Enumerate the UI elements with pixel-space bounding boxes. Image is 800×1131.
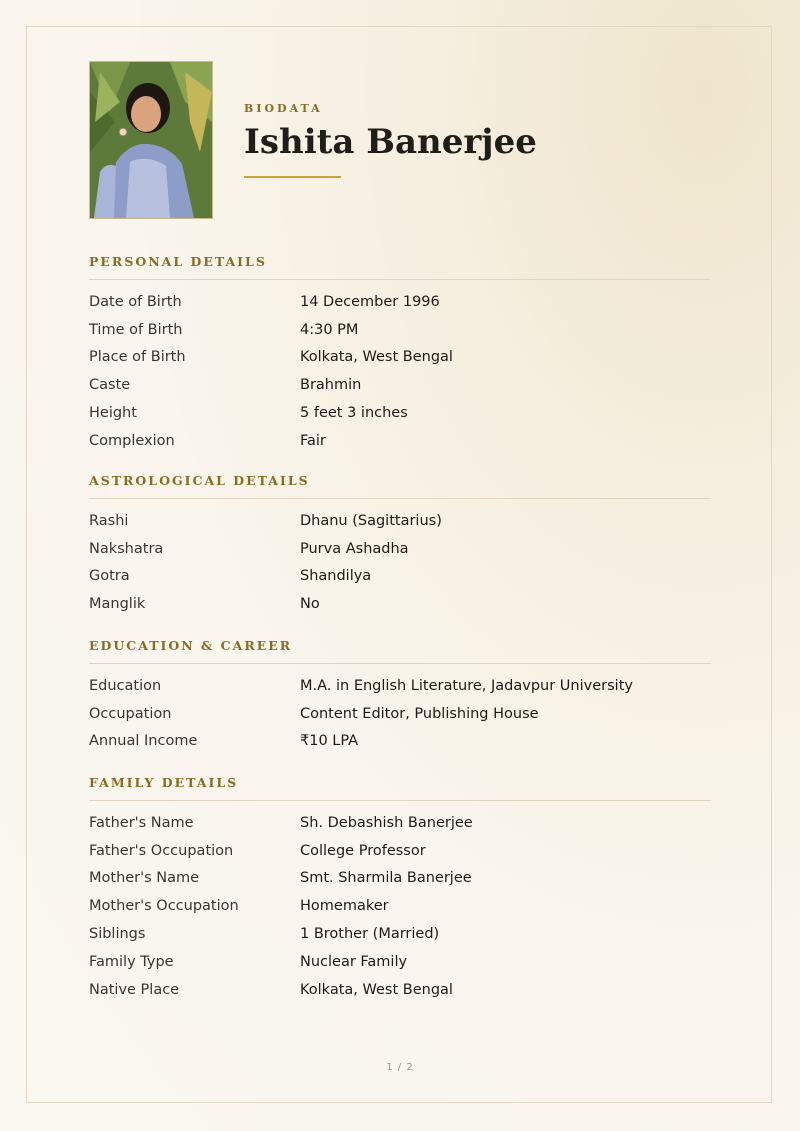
detail-row xyxy=(89,563,711,591)
detail-row xyxy=(89,892,711,920)
detail-row xyxy=(89,976,711,1004)
detail-value: 1 Brother (Married) xyxy=(300,926,440,943)
detail-value: ₹10 LPA xyxy=(300,733,359,750)
detail-label: Nakshatra xyxy=(89,540,164,557)
detail-value: Kolkata, West Bengal xyxy=(300,349,453,366)
detail-label: Native Place xyxy=(89,981,180,998)
detail-label: Rashi xyxy=(89,512,129,529)
detail-value: 5 feet 3 inches xyxy=(300,405,408,422)
section-title: PERSONAL DETAILS xyxy=(89,254,267,269)
section-divider xyxy=(89,279,711,280)
detail-value: College Professor xyxy=(300,842,426,859)
section-family-details xyxy=(89,774,711,1004)
detail-label: Mother's Occupation xyxy=(89,898,239,915)
detail-value: Homemaker xyxy=(300,898,389,915)
detail-label: Occupation xyxy=(89,705,172,722)
detail-row xyxy=(89,920,711,948)
detail-label: Father's Occupation xyxy=(89,842,234,859)
detail-value: Fair xyxy=(300,432,326,449)
detail-row xyxy=(89,507,711,535)
detail-row xyxy=(89,865,711,893)
section-divider xyxy=(89,800,711,801)
detail-row xyxy=(89,809,711,837)
page-number: 1 / 2 xyxy=(386,1062,414,1073)
section-title: ASTROLOGICAL DETAILS xyxy=(89,473,310,488)
section-divider xyxy=(89,498,711,499)
section-title: FAMILY DETAILS xyxy=(89,775,239,790)
detail-label: Manglik xyxy=(89,596,146,613)
section-divider xyxy=(89,663,711,664)
detail-value: No xyxy=(300,596,320,613)
detail-value: Smt. Sharmila Banerjee xyxy=(300,870,472,887)
detail-value: Kolkata, West Bengal xyxy=(300,981,453,998)
candidate-name: Ishita Banerjee xyxy=(244,122,537,162)
detail-value: Shandilya xyxy=(300,568,372,585)
detail-row xyxy=(89,700,711,728)
document-kicker: BIODATA xyxy=(244,102,323,115)
detail-label: Caste xyxy=(89,377,131,394)
section-title: EDUCATION & CAREER xyxy=(89,638,293,653)
detail-value: Brahmin xyxy=(300,377,362,394)
detail-label: Date of Birth xyxy=(89,293,182,310)
detail-row xyxy=(89,344,711,372)
detail-label: Gotra xyxy=(89,568,130,585)
section-astrological-details xyxy=(89,472,711,618)
detail-row xyxy=(89,948,711,976)
detail-label: Mother's Name xyxy=(89,870,200,887)
detail-value: 4:30 PM xyxy=(300,321,359,338)
section-education-career xyxy=(89,637,711,755)
detail-value: M.A. in English Literature, Jadavpur University xyxy=(300,677,633,694)
detail-row xyxy=(89,288,711,316)
profile-photo xyxy=(89,61,213,219)
detail-row xyxy=(89,728,711,756)
detail-row xyxy=(89,399,711,427)
section-personal-details xyxy=(89,253,711,455)
detail-label: Time of Birth xyxy=(89,321,183,338)
detail-value: Content Editor, Publishing House xyxy=(300,705,539,722)
detail-value: Nuclear Family xyxy=(300,953,408,970)
detail-value: Sh. Debashish Banerjee xyxy=(300,814,473,831)
detail-row xyxy=(89,535,711,563)
detail-label: Family Type xyxy=(89,953,174,970)
detail-value: Purva Ashadha xyxy=(300,540,409,557)
detail-row xyxy=(89,371,711,399)
detail-label: Annual Income xyxy=(89,733,198,750)
name-underline xyxy=(244,176,341,178)
detail-label: Complexion xyxy=(89,432,175,449)
detail-row xyxy=(89,837,711,865)
detail-label: Height xyxy=(89,405,137,422)
detail-row xyxy=(89,316,711,344)
detail-value: Dhanu (Sagittarius) xyxy=(300,512,442,529)
detail-row xyxy=(89,672,711,700)
detail-label: Education xyxy=(89,677,162,694)
detail-label: Siblings xyxy=(89,926,146,943)
detail-value: 14 December 1996 xyxy=(300,293,440,310)
detail-label: Father's Name xyxy=(89,814,194,831)
detail-row xyxy=(89,590,711,618)
detail-label: Place of Birth xyxy=(89,349,186,366)
detail-row xyxy=(89,427,711,455)
